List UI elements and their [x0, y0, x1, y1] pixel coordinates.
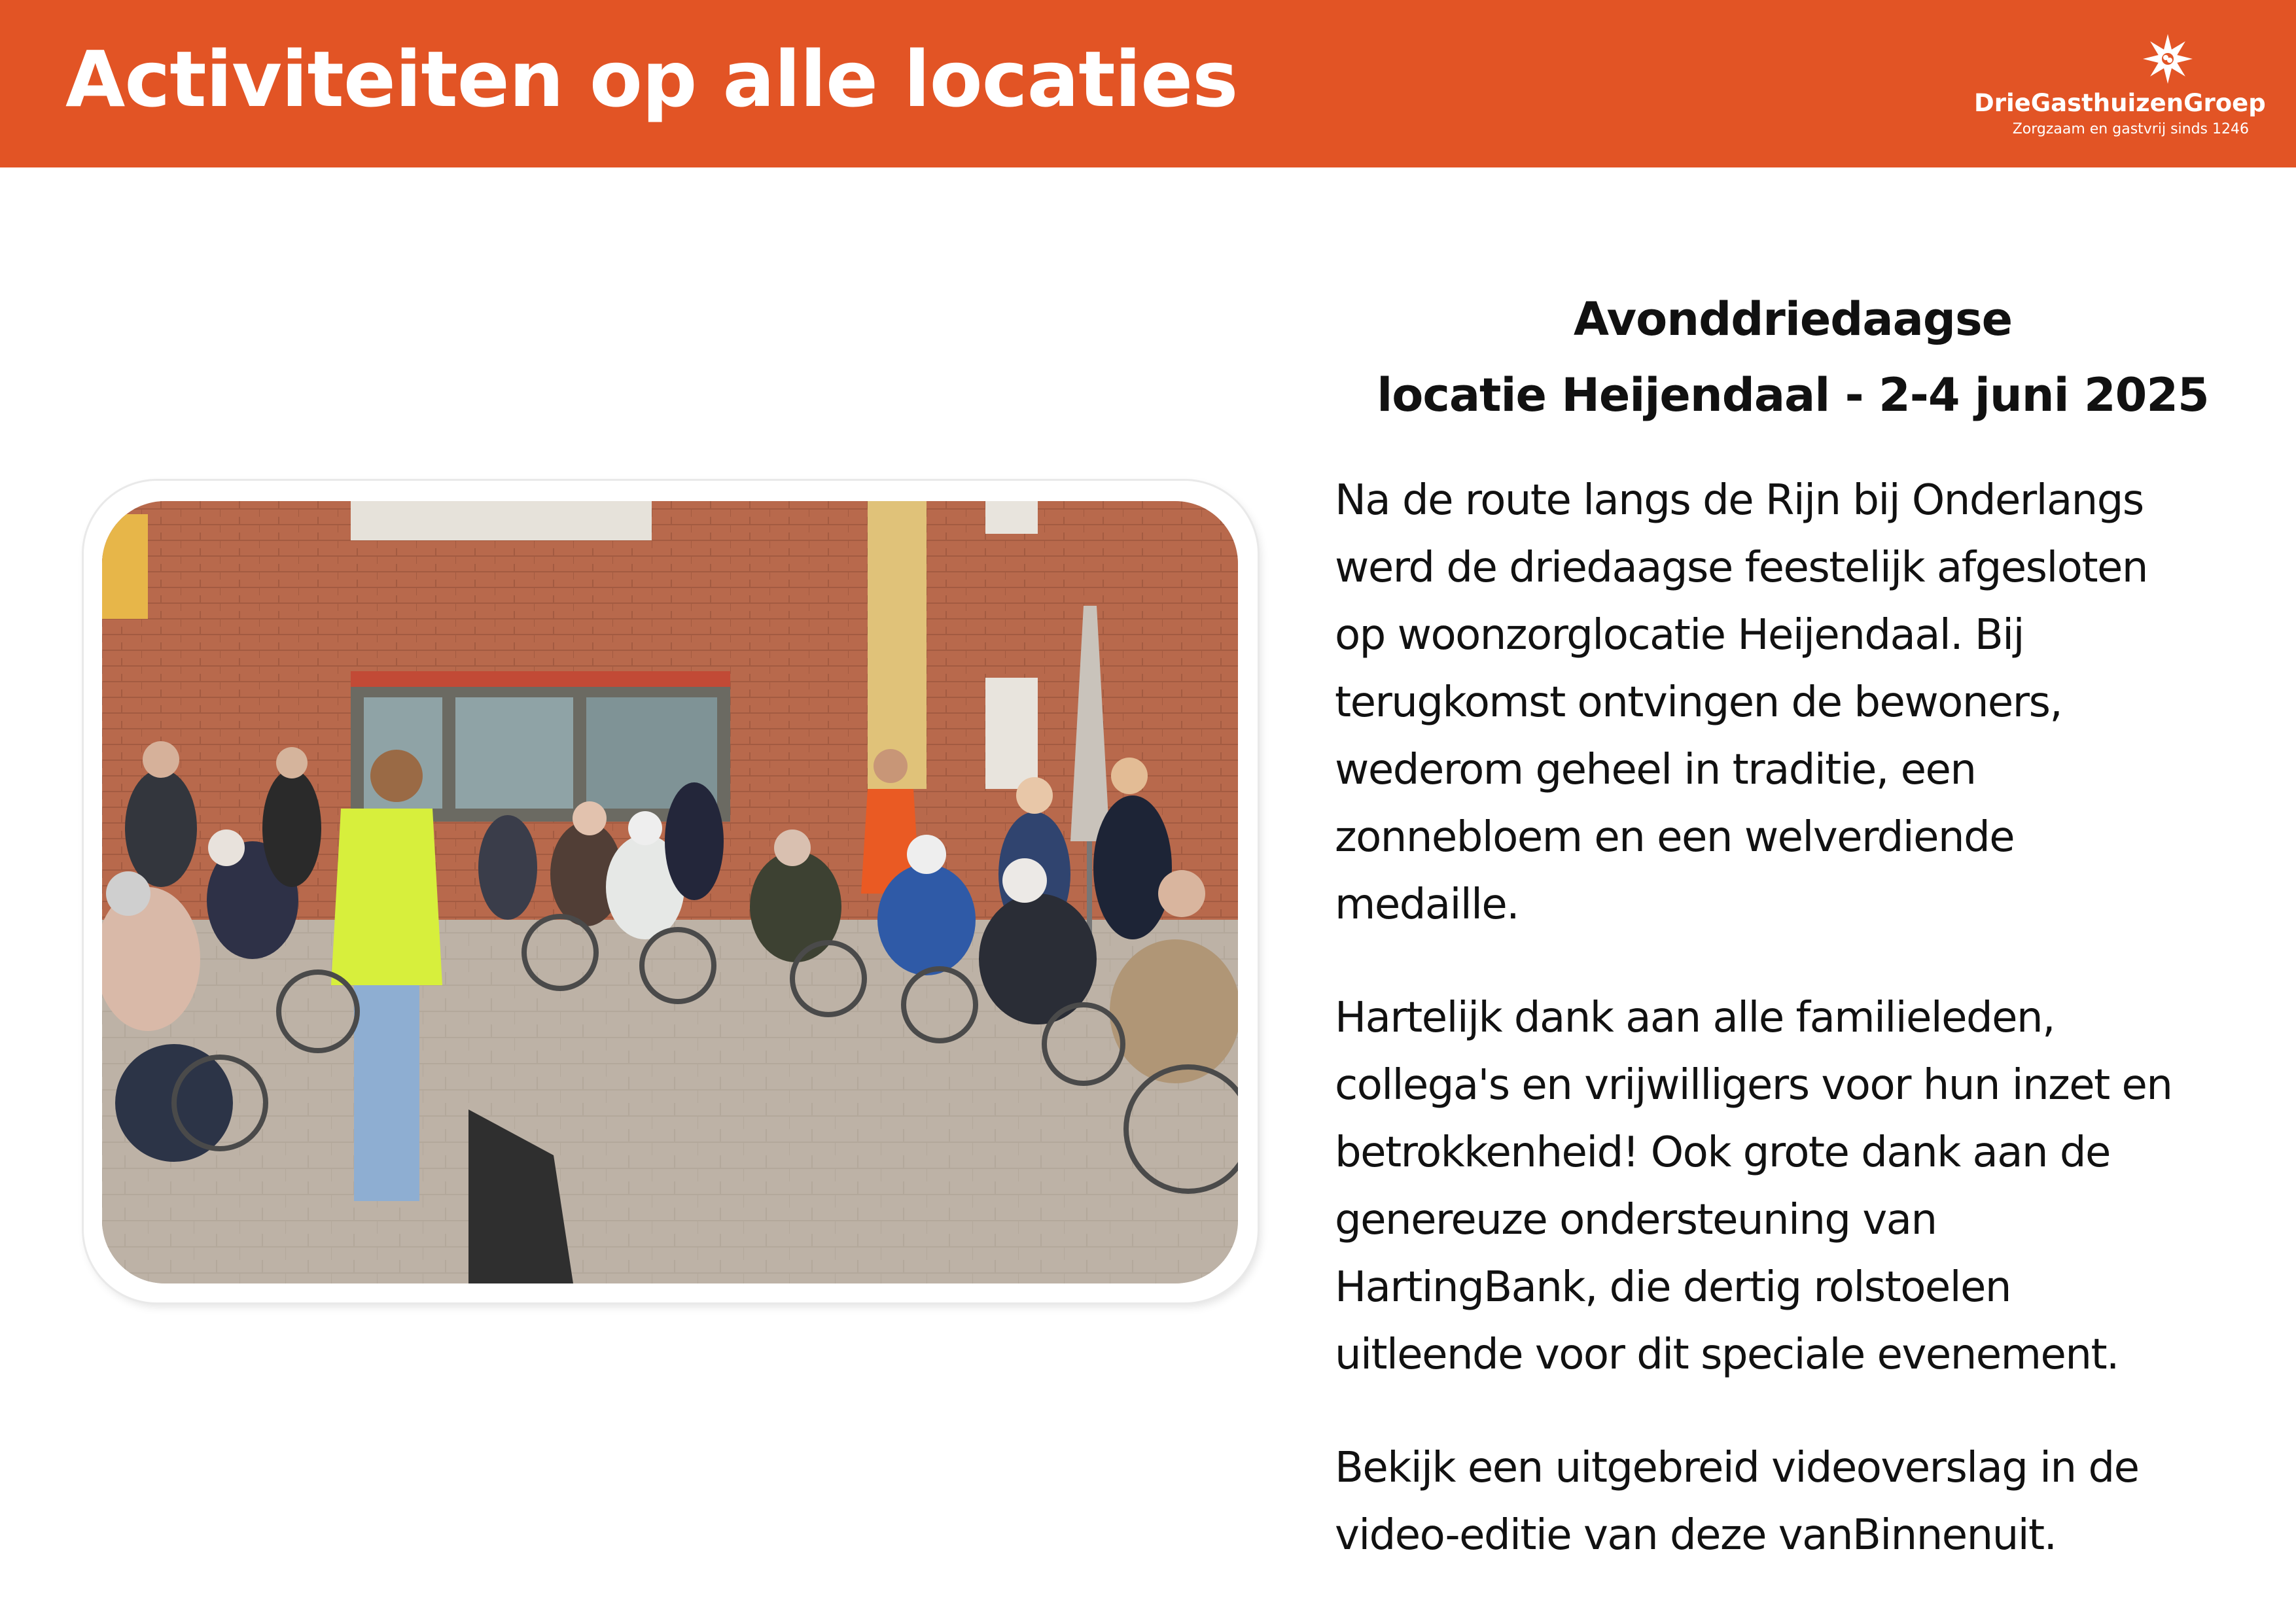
- event-photo: [102, 501, 1238, 1283]
- page-header: [0, 0, 2296, 167]
- logo-tagline: Zorgzaam en gastvrij sinds 1246: [2012, 121, 2249, 137]
- article-title-line: locatie Heijendaal - 2-4 juni 2025: [1377, 368, 2209, 422]
- paragraph-line: HartingBank, die dertig rolstoelen: [1335, 1263, 2011, 1312]
- paragraph-line: terugkomst ontvingen de bewoners,: [1335, 678, 2062, 727]
- edelweiss-flower-icon: [2127, 31, 2208, 84]
- article: [1335, 281, 2251, 1615]
- paragraph-line: uitleende voor dit speciale evenement.: [1335, 1331, 2119, 1379]
- article-title: [1335, 281, 2251, 433]
- paragraph-line: Na de route langs de Rijn bij Onderlangs: [1335, 476, 2144, 525]
- paragraph-line: op woonzorglocatie Heijendaal. Bij: [1335, 611, 2024, 659]
- paragraph-line: genereuze ondersteuning van: [1335, 1196, 1937, 1244]
- paragraph-line: wederom geheel in traditie, een: [1335, 746, 1976, 794]
- article-paragraph-1: [1335, 467, 2251, 939]
- logo-name: DrieGasthuizenGroep: [1974, 89, 2266, 117]
- paragraph-line: video-editie van deze vanBinnenuit.: [1335, 1511, 2057, 1560]
- paragraph-line: Bekijk een uitgebreid videoverslag in de: [1335, 1444, 2139, 1492]
- organization-logo: [1974, 31, 2266, 137]
- paragraph-line: Hartelijk dank aan alle familieleden,: [1335, 994, 2055, 1042]
- paragraph-line: werd de driedaagse feestelijk afgesloten: [1335, 544, 2147, 592]
- event-photo-illustration: [102, 501, 1238, 1283]
- article-paragraph-2: [1335, 985, 2251, 1389]
- paragraph-line: medaille.: [1335, 881, 1519, 929]
- article-paragraph-3: [1335, 1435, 2251, 1569]
- article-title-line: Avonddriedaagse: [1573, 292, 2013, 346]
- paragraph-line: zonnebloem en een welverdiende: [1335, 813, 2015, 862]
- page-title: Activiteiten op alle locaties: [65, 34, 1238, 124]
- paragraph-line: collega's en vrijwilligers voor hun inzet en: [1335, 1061, 2172, 1109]
- paragraph-line: betrokkenheid! Ook grote dank aan de: [1335, 1128, 2110, 1177]
